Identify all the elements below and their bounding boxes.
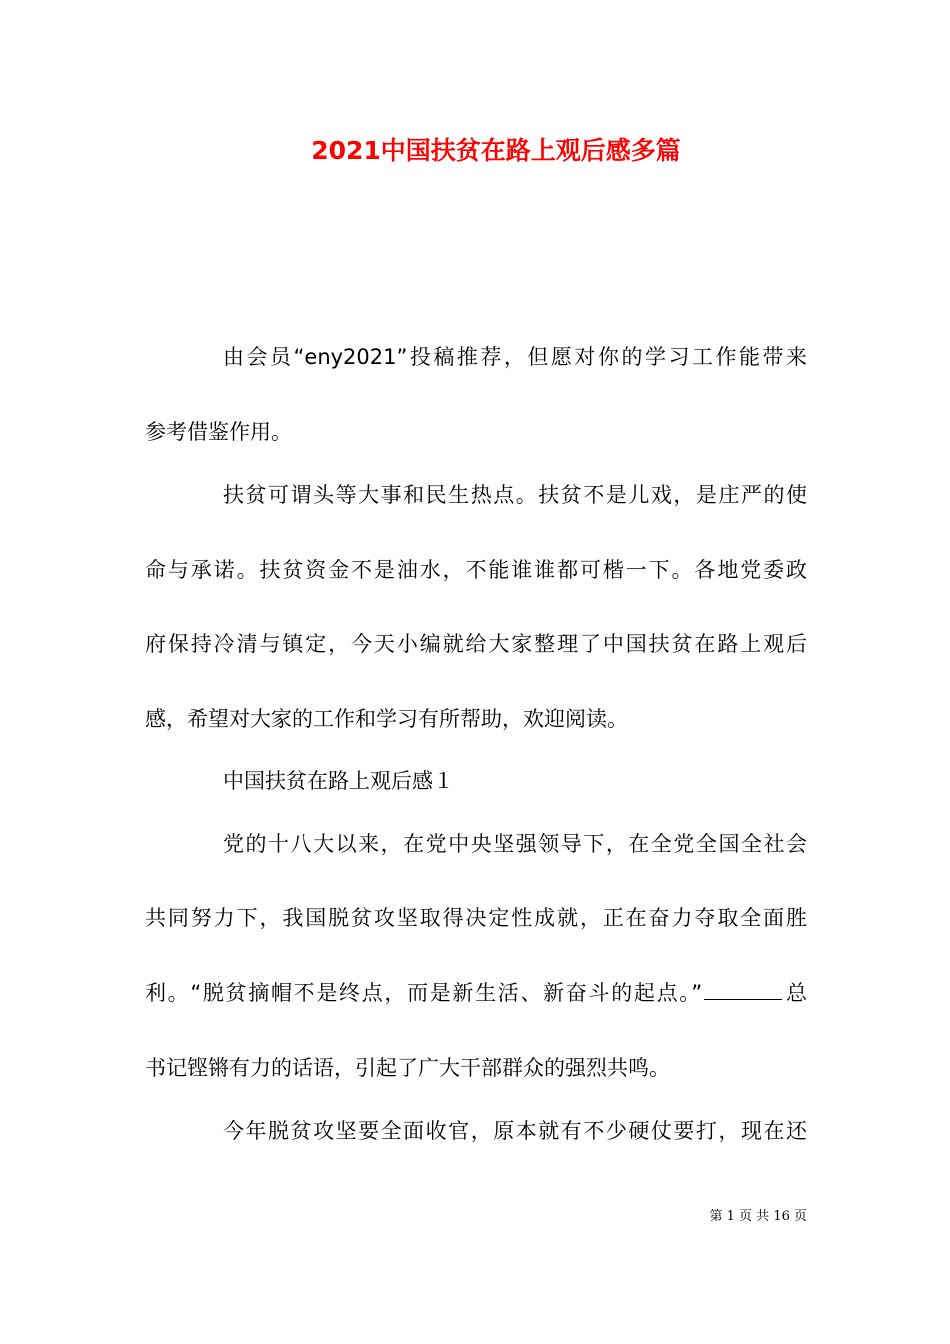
paragraph-line: 命与承诺。扶贫资金不是油水，不能谁谁都可楷一下。各地党委政: [145, 558, 807, 582]
paragraph-line: [145, 978, 807, 1008]
paragraph-line: 参考借鉴作用。: [145, 420, 292, 444]
paragraph-line: 扶贫可谓头等大事和民生热点。扶贫不是儿戏，是庄严的使: [223, 483, 807, 507]
section-heading: 中国扶贫在路上观后感１: [223, 769, 454, 793]
paragraph-line: 今年脱贫攻坚要全面收官，原本就有不少硬仗要打，现在还: [223, 1119, 807, 1143]
quote-text: 利。“脱贫摘帽不是终点，而是新生活、新奋斗的起点。”: [145, 981, 703, 1005]
paragraph-line: 书记铿锵有力的话语，引起了广大干部群众的强烈共鸣。: [145, 1056, 670, 1080]
page-footer: 第 1 页 共 16 页: [709, 1209, 807, 1224]
paragraph-line: 感，希望对大家的工作和学习有所帮助，欢迎阅读。: [145, 707, 628, 731]
document-title: 2021中国扶贫在路上观后感多篇: [311, 136, 681, 165]
paragraph-line: 党的十八大以来，在党中央坚强领导下，在全党全国全社会: [223, 832, 807, 856]
paragraph-line: 府保持冷清与镇定，今天小编就给大家整理了中国扶贫在路上观后: [145, 632, 807, 656]
blank-underline: [704, 979, 782, 1000]
paragraph-line: 由会员“eny2021”投稿推荐，但愿对你的学习工作能带来: [223, 345, 807, 369]
paragraph-line: 共同努力下，我国脱贫攻坚取得决定性成就，正在奋力夺取全面胜: [145, 906, 807, 930]
trailing-text: 总: [784, 981, 807, 1005]
